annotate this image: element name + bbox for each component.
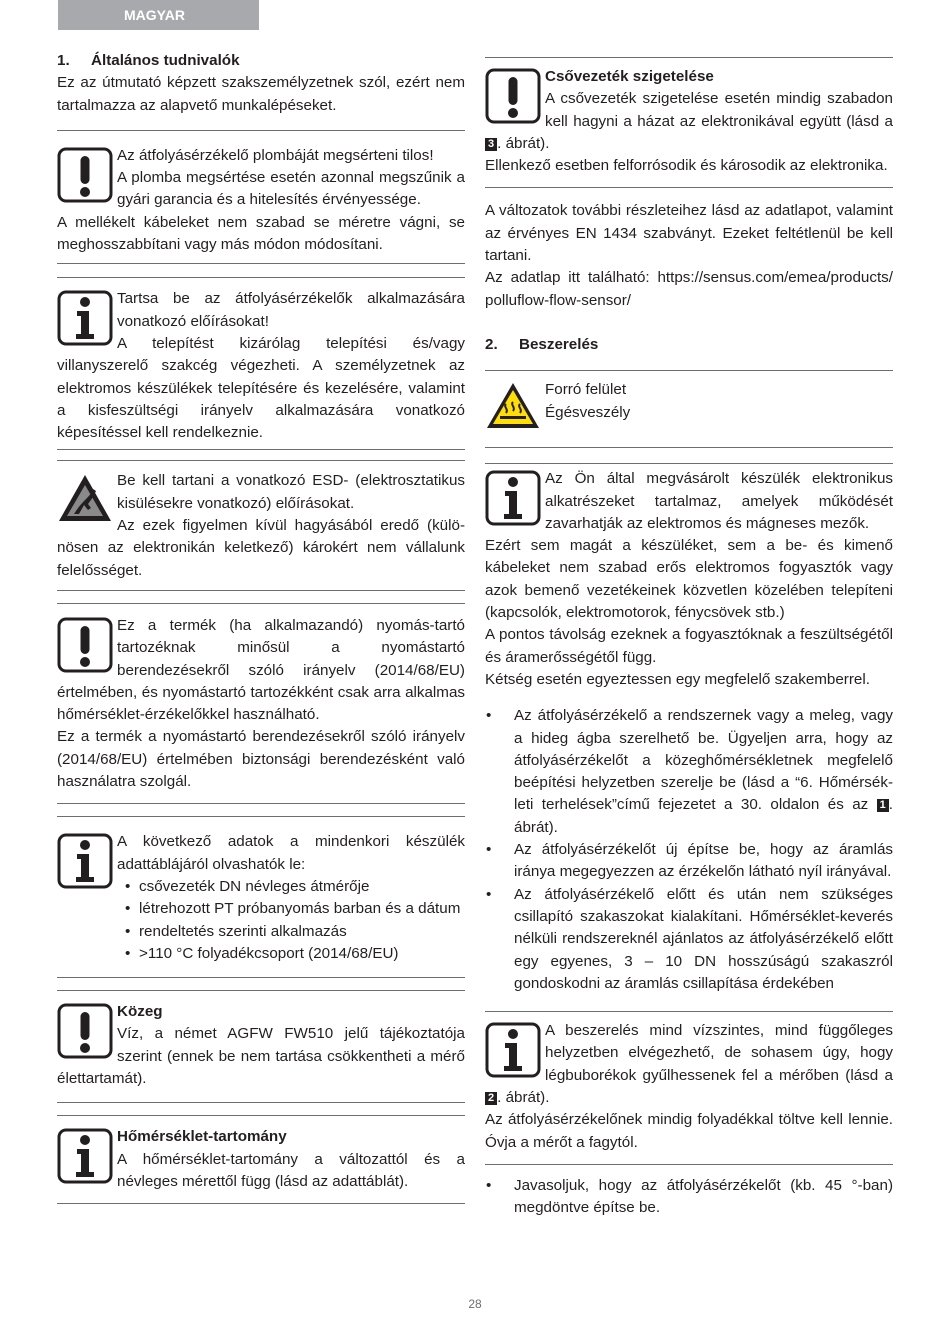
- info-icon: [485, 1022, 541, 1080]
- divider: [485, 447, 893, 448]
- divider: [57, 263, 465, 264]
- section-2-heading: 2. Beszerelés: [485, 335, 599, 353]
- list-item: • >110 °C folyadékcsoport (2014/68/EU): [139, 943, 465, 965]
- divider: [57, 803, 465, 804]
- divider: [57, 449, 465, 450]
- list-item: • csővezeték DN névleges átmérője: [139, 876, 465, 898]
- divider: [485, 187, 893, 188]
- insulation-box: Csővezeték szigetelése A csővezeték szigetelése esetén mindig szabadon kell hagyni a házat az elektronikával együtt (lásd a 3 . ábrát). Ellenkező esetben felforrósodik és károsodik az elektronika.: [485, 68, 893, 175]
- info-icon: [57, 1128, 113, 1186]
- pressure-box: Ez a termék (ha alkalmazandó) nyomás-tartó tartozéknak minősül a nyomástartó berendezésekről szóló irányelv (2014/68/EU) értelmében, és nyomástartó tartozékként csak arra alkalmas hőmérséklet-érzékelőkkel használható. Ez a termék a nyomástartó berendezésekről szóló irányelv (2014/68/EU) értelmében biztonsági berendezésként való használatra szolgál.: [57, 616, 465, 791]
- divider: [57, 1115, 465, 1116]
- esd-box: Be kell tartani a vonatkozó ESD- (elektrosztatikus kisülésekre vonatkozó) előírásokat. Az ezek figyelmen kívül hagyásából eredő (külö-nösen az elektronikán keletkező) károkért nem vállalunk felelősséget.: [57, 472, 465, 579]
- divider: [485, 1164, 893, 1165]
- divider: [57, 277, 465, 278]
- variants-text: A változatok további részleteihez lásd az adatlapot, valamint az érvényes EN 1434 szabványt. Ezeket feltétlenül be kell tartani. Az adatlap itt található: https://sensus.com/emea/products/ polluflow-flow-sensor/: [485, 202, 893, 309]
- list-item: • Az átfolyásérzékelő előtt és után nem szükséges csillapító szakaszokat kialakítani. Hőmérséklet-keverés nélküli rendszereknél ajánlatos az átfolyásérzékelő előtt egy egyenes, 3 – 10 DN hosszúságú szakaszról gondoskodni az áramlás csillapítása érdekében: [514, 884, 893, 995]
- divider: [57, 130, 465, 131]
- exclamation-icon: [57, 617, 113, 675]
- esd-warning-icon: [57, 472, 113, 530]
- divider: [57, 1203, 465, 1204]
- section-1-heading: 1. Általános tudnivalók: [57, 52, 240, 69]
- insulation-title: Csővezeték szigetelése: [545, 68, 714, 85]
- list-item: • Az átfolyásérzékelőt új építse be, hogy az áramlás iránya megegyezzen az érzékelőn látható nyíl irányával.: [514, 839, 893, 884]
- seal-warning-box: Az átfolyásérzékelő plombáját megsérteni tilos! A plomba megsértése esetén azonnal megszűnik a gyári garancia és a hitelesítés érvényessége. A mellékelt kábeleket nem szabad se méretre vágni, se meghosszabbítani vagy más módon módosítani.: [57, 146, 465, 254]
- medium-title: Közeg: [117, 1003, 163, 1021]
- exclamation-icon: [485, 68, 541, 126]
- mounting-box: A beszerelés mind vízszintes, mind függőleges helyzetben elvégezhető, de sohasem úgy, hogy légbuborékok gyűlhessenek fel a mérőben (lásd a 2 . ábrát). Az átfolyásérzékelőnek mindig folyadékkal töltve kell lennie. Óvja a mérőt a fagytól.: [485, 1022, 893, 1151]
- exclamation-icon: [57, 1003, 113, 1061]
- nameplate-box: A következő adatok a mindenkori készülék adattáblájáról olvashatók le: • csővezeték DN névleges átmérője • létrehozott PT próbanyomás barban és a dátum • rendeltetés szerinti alkalmazás • >110 °C folyadékcsoport (2014/68/EU): [57, 831, 465, 965]
- divider: [57, 603, 465, 604]
- divider: [57, 460, 465, 461]
- info-icon: [485, 470, 541, 528]
- language-tab: MAGYAR: [58, 0, 259, 30]
- divider: [485, 57, 893, 58]
- medium-box: Közeg Víz, a német AGFW FW510 jelű tájékoztatója szerint (ennek be nem tartása csökkentheti a mérő élettartamát).: [57, 1003, 465, 1087]
- list-item: • Az átfolyásérzékelő a rendszernek vagy a meleg, vagy a hideg ágba szerelhető be. Ügyeljen arra, hogy az átfolyásérzékelőt a közeghőmérsékletnek megfelelő beépítési helyzetben szerelje be (lásd a “6. Hőmérsék-leti terhelések”című fejezetet a 30. oldalon és az 1 . ábrát).: [514, 705, 893, 839]
- divider: [485, 463, 893, 464]
- temp-range-box: Hőmérséklet-tartomány A hőmérséklet-tartomány a változattól és a névleges mérettől függ (lásd az adattáblát).: [57, 1126, 465, 1193]
- installation-bullets: [485, 705, 893, 995]
- divider: [57, 990, 465, 991]
- info-icon: [57, 290, 113, 348]
- right-column: [485, 57, 893, 1219]
- divider: [57, 590, 465, 591]
- rules-info-box: Tartsa be az átfolyásérzékelők alkalmazására vonatkozó előírásokat! A telepítést kizárólag telepítési és/vagy villanyszerelő szakcég végezheti. A személyzetnek az elektromos készülékek telepítésére és kezelésére, valamint a kisfeszültségi irányelv alkalmazására vonatkozó képesítéssel kell rendelkeznie.: [57, 290, 465, 442]
- divider: [57, 816, 465, 817]
- figure-ref: 2: [485, 1092, 497, 1105]
- exclamation-icon: [57, 147, 113, 205]
- divider: [485, 1011, 893, 1012]
- page-number: 28: [468, 1297, 482, 1311]
- nameplate-list: [117, 876, 465, 965]
- section-1-intro: Ez az útmutató képzett szakszemélyzetnek szól, ezért nem tartalmazza az alapvető munkalépéseket.: [57, 74, 465, 114]
- list-item: • Javasoljuk, hogy az átfolyásérzékelőt (kb. 45 °-ban) megdöntve építse be.: [514, 1175, 893, 1220]
- hot-surface-warning-icon: [485, 381, 541, 439]
- hot-surface-box: Forró felület Égésveszély: [485, 379, 893, 439]
- divider: [57, 977, 465, 978]
- temp-range-title: Hőmérséklet-tartomány: [117, 1128, 287, 1146]
- list-item: • rendeltetés szerinti alkalmazás: [139, 921, 465, 943]
- figure-ref: 3: [485, 138, 497, 151]
- left-column: [57, 50, 465, 1204]
- list-item: • létrehozott PT próbanyomás barban és a dátum: [139, 898, 465, 920]
- emc-box: Az Ön által megvásárolt készülék elektronikus alkatrészeket tartalmaz, amelyek működését zavarhatják az elektromos és mágneses mezők. Ezért sem magát a készüléket, sem a be- és kimenő kábeleket nem szabad erős elektromos fogyasztók vagy azok bemenő vezetékeinek közvetlen közelében telepíteni (kapcsolók, elektromotorok, fénycsövek stb.) A pontos távolság ezeknek a fogyasztóknak a feszültségétől és áramerősségétől függ. Kétség esetén egyeztessen egy megfelelő szakemberrel.: [485, 470, 893, 688]
- divider: [57, 1102, 465, 1103]
- info-icon: [57, 833, 113, 891]
- divider: [485, 370, 893, 371]
- tilt-bullet: [485, 1175, 893, 1220]
- figure-ref: 1: [877, 799, 889, 812]
